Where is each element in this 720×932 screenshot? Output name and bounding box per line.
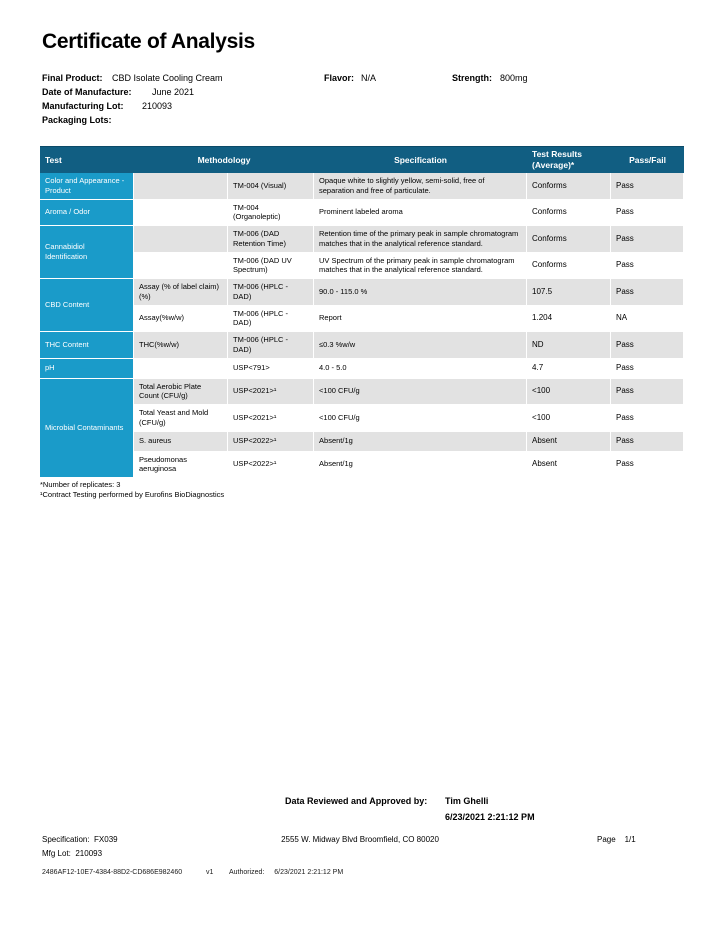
cell-methodology: TM-004 (Organoleptic) bbox=[228, 200, 314, 227]
cell-passfail: Pass bbox=[611, 226, 684, 253]
cell-methodology: TM-004 (Visual) bbox=[228, 173, 314, 200]
cell-result: Conforms bbox=[527, 253, 611, 280]
table-row bbox=[40, 359, 684, 379]
cell-specification: <100 CFU/g bbox=[314, 379, 527, 406]
cell-passfail: Pass bbox=[611, 173, 684, 200]
cell-result: Absent bbox=[527, 432, 611, 452]
header-specification: Specification bbox=[314, 146, 527, 173]
cell-methodology: TM-006 (HPLC - DAD) bbox=[228, 279, 314, 306]
page-title: Certificate of Analysis bbox=[42, 30, 255, 53]
cell-category: Microbial Contaminants bbox=[40, 379, 134, 479]
manufacturing-lot-label: Manufacturing Lot: bbox=[42, 101, 124, 111]
cell-category: pH bbox=[40, 359, 134, 379]
cell-category: Cannabidiol Identification bbox=[40, 226, 134, 279]
table-row bbox=[40, 405, 684, 432]
table-row bbox=[40, 379, 684, 406]
table-row bbox=[40, 173, 684, 200]
footer-page-line bbox=[597, 835, 636, 844]
date-of-manufacture-label: Date of Manufacture: bbox=[42, 87, 132, 97]
cell-specification: 4.0 - 5.0 bbox=[314, 359, 527, 379]
cell-subtest: S. aureus bbox=[134, 432, 228, 452]
final-product-value: CBD Isolate Cooling Cream bbox=[112, 73, 223, 83]
table-row bbox=[40, 432, 684, 452]
cell-passfail: Pass bbox=[611, 359, 684, 379]
cell-specification: UV Spectrum of the primary peak in sample chromatogram matches that in the analytical reference standard. bbox=[314, 253, 527, 280]
strength-label: Strength: bbox=[452, 73, 492, 83]
footnote-replicates: *Number of replicates: 3 bbox=[40, 480, 121, 490]
cell-specification: <100 CFU/g bbox=[314, 405, 527, 432]
cell-result: 107.5 bbox=[527, 279, 611, 306]
cell-passfail: Pass bbox=[611, 452, 684, 479]
cell-result: 4.7 bbox=[527, 359, 611, 379]
cell-subtest: Assay (% of label claim)(%) bbox=[134, 279, 228, 306]
cell-subtest bbox=[134, 359, 228, 379]
approval-label: Data Reviewed and Approved by: bbox=[285, 796, 428, 806]
cell-methodology: TM-006 (DAD Retention Time) bbox=[228, 226, 314, 253]
cell-subtest: THC(%w/w) bbox=[134, 332, 228, 359]
flavor-value: N/A bbox=[361, 73, 377, 83]
cell-passfail: Pass bbox=[611, 379, 684, 406]
footer-mfg-lot-value: 210093 bbox=[75, 849, 103, 858]
cell-subtest: Pseudomonas aeruginosa bbox=[134, 452, 228, 479]
final-product-label: Final Product: bbox=[42, 73, 103, 83]
footer-page-label: Page bbox=[597, 835, 616, 844]
header-test: Test bbox=[40, 146, 134, 173]
cell-passfail: Pass bbox=[611, 200, 684, 227]
cell-result: <100 bbox=[527, 405, 611, 432]
footer-mfg-lot-label: Mfg Lot: bbox=[42, 849, 71, 858]
cell-passfail: Pass bbox=[611, 253, 684, 280]
cell-methodology: TM-006 (DAD UV Spectrum) bbox=[228, 253, 314, 280]
cell-specification: Report bbox=[314, 306, 527, 333]
footer-specification-value: FX039 bbox=[94, 835, 118, 844]
cell-subtest bbox=[134, 200, 228, 227]
authorized-datetime: 6/23/2021 2:21:12 PM bbox=[274, 869, 344, 876]
cell-passfail: Pass bbox=[611, 332, 684, 359]
date-of-manufacture-value: June 2021 bbox=[152, 87, 195, 97]
footer-mfg-lot-line bbox=[42, 849, 102, 858]
table-row bbox=[40, 332, 684, 359]
cell-subtest: Total Aerobic Plate Count (CFU/g) bbox=[134, 379, 228, 406]
footnote-contract-testing: ¹Contract Testing performed by Eurofins BioDiagnostics bbox=[40, 490, 225, 500]
cell-specification: Absent/1g bbox=[314, 432, 527, 452]
cell-category: Aroma / Odor bbox=[40, 200, 134, 227]
footer-address: 2555 W. Midway Blvd Broomfield, CO 80020 bbox=[281, 835, 439, 844]
cell-subtest bbox=[134, 226, 228, 253]
cell-subtest: Total Yeast and Mold (CFU/g) bbox=[134, 405, 228, 432]
cell-result: Conforms bbox=[527, 226, 611, 253]
cell-specification: 90.0 - 115.0 % bbox=[314, 279, 527, 306]
cell-subtest bbox=[134, 253, 228, 280]
packaging-lots-label: Packaging Lots: bbox=[42, 115, 112, 125]
table-header-row bbox=[40, 146, 684, 173]
cell-result: ND bbox=[527, 332, 611, 359]
cell-result: Absent bbox=[527, 452, 611, 479]
cell-result: Conforms bbox=[527, 200, 611, 227]
header-methodology: Methodology bbox=[134, 146, 314, 173]
cell-result: <100 bbox=[527, 379, 611, 406]
cell-methodology: USP<2022>¹ bbox=[228, 452, 314, 479]
table-row bbox=[40, 306, 684, 333]
header-pass-fail: Pass/Fail bbox=[611, 146, 684, 173]
cell-passfail: NA bbox=[611, 306, 684, 333]
table-row bbox=[40, 226, 684, 253]
cell-category: Color and Appearance - Product bbox=[40, 173, 134, 200]
cell-category: CBD Content bbox=[40, 279, 134, 332]
document-id: 2486AF12-10E7-4384-88D2-CD686E982460 bbox=[42, 869, 183, 876]
manufacturing-lot-value: 210093 bbox=[142, 101, 173, 111]
cell-passfail: Pass bbox=[611, 405, 684, 432]
strength-value: 800mg bbox=[500, 73, 528, 83]
cell-specification: Prominent labeled aroma bbox=[314, 200, 527, 227]
cell-methodology: USP<2021>¹ bbox=[228, 405, 314, 432]
cell-subtest bbox=[134, 173, 228, 200]
cell-subtest: Assay(%w/w) bbox=[134, 306, 228, 333]
cell-specification: ≤0.3 %w/w bbox=[314, 332, 527, 359]
cell-specification: Retention time of the primary peak in sample chromatogram matches that in the analytical reference standard. bbox=[314, 226, 527, 253]
authorized-label: Authorized: bbox=[228, 869, 265, 876]
approval-datetime: 6/23/2021 2:21:12 PM bbox=[445, 812, 535, 822]
cell-category: THC Content bbox=[40, 332, 134, 359]
cell-methodology: TM-006 (HPLC - DAD) bbox=[228, 306, 314, 333]
footer-specification-label: Specification: bbox=[42, 835, 90, 844]
cell-methodology: TM-006 (HPLC - DAD) bbox=[228, 332, 314, 359]
table-row bbox=[40, 279, 684, 306]
cell-methodology: USP<2021>¹ bbox=[228, 379, 314, 406]
cell-specification: Opaque white to slightly yellow, semi-solid, free of separation and free of particulate. bbox=[314, 173, 527, 200]
cell-methodology: USP<791> bbox=[228, 359, 314, 379]
approver-name: Tim Ghelli bbox=[445, 796, 489, 806]
cell-passfail: Pass bbox=[611, 279, 684, 306]
flavor-label: Flavor: bbox=[324, 73, 355, 83]
footer-document-id-line bbox=[42, 869, 343, 876]
cell-passfail: Pass bbox=[611, 432, 684, 452]
document-version: v1 bbox=[206, 869, 214, 876]
cell-methodology: USP<2022>¹ bbox=[228, 432, 314, 452]
cell-specification: Absent/1g bbox=[314, 452, 527, 479]
table-row bbox=[40, 452, 684, 479]
cell-result: 1.204 bbox=[527, 306, 611, 333]
cell-result: Conforms bbox=[527, 173, 611, 200]
results-table bbox=[40, 146, 684, 500]
table-row bbox=[40, 200, 684, 227]
footer-page-value: 1/1 bbox=[624, 835, 636, 844]
table-row bbox=[40, 253, 684, 280]
header-test-results: Test Results (Average)* bbox=[527, 146, 611, 173]
